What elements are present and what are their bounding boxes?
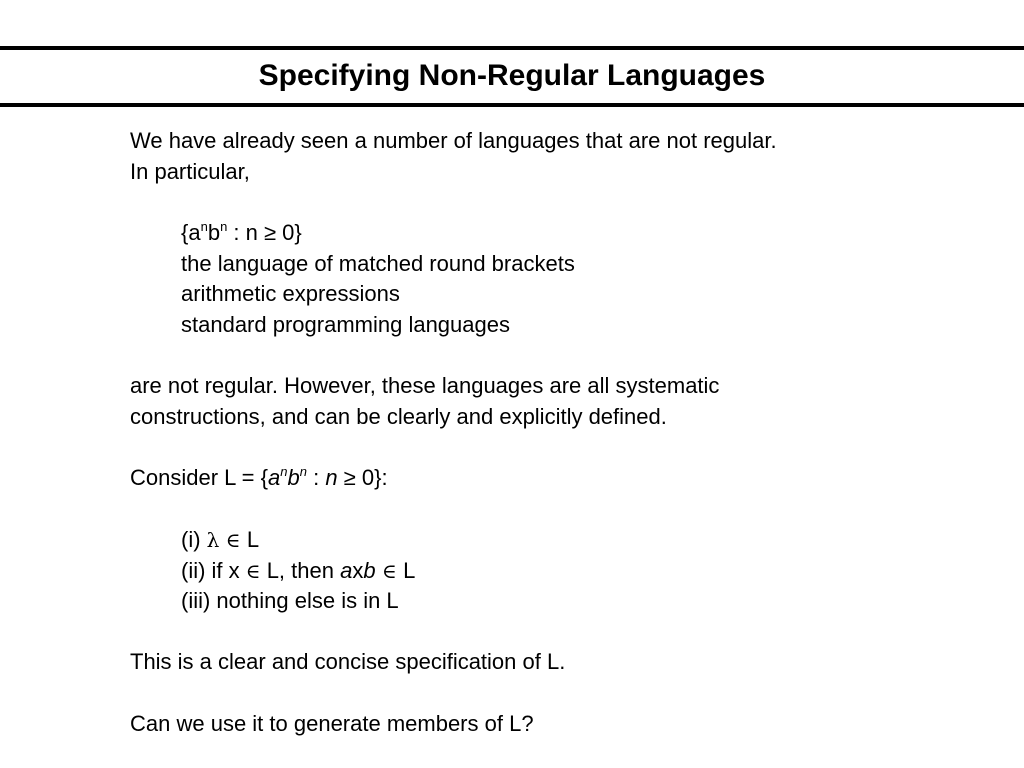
element-of-symbol: ∈: [375, 559, 404, 583]
example-anbn: [181, 219, 302, 247]
example-anbn-exp1: n: [200, 219, 208, 234]
example-anbn-open: {a: [181, 220, 201, 245]
consider-exp2: n: [299, 464, 307, 479]
rule-2-prefix: (ii) if x: [181, 558, 246, 583]
consider-colon: :: [306, 465, 326, 490]
closing-question: Can we use it to generate members of L?: [130, 711, 534, 736]
example-anbn-b: b: [207, 220, 221, 245]
consider-prefix: Consider L = {: [130, 465, 268, 490]
example-arithmetic: arithmetic expressions: [181, 281, 400, 306]
element-of-symbol: ∈: [245, 559, 261, 583]
rule-1-L: L: [246, 527, 260, 552]
para3: This is a clear and concise specification of L.: [130, 649, 566, 674]
lambda-symbol: λ: [206, 528, 220, 552]
rule-3: (iii) nothing else is in L: [181, 588, 399, 613]
element-of-symbol: ∈: [219, 528, 247, 552]
title-rule-top: [0, 46, 1024, 50]
example-anbn-rest: : n ≥ 0}: [227, 220, 302, 245]
rule-2-mid: L, then: [260, 558, 341, 583]
para2-line-2: constructions, and can be clearly and explicitly defined.: [130, 404, 667, 429]
para2-line-1: are not regular. However, these languages are all systematic: [130, 373, 720, 398]
consider-a: a: [268, 465, 281, 490]
rule-1: [181, 526, 259, 554]
consider-line: [130, 464, 388, 492]
rule-2-a: a: [340, 558, 353, 583]
consider-n: n: [325, 465, 338, 490]
example-anbn-exp2: n: [220, 219, 228, 234]
intro-line-1: We have already seen a number of languages that are not regular.: [130, 128, 777, 153]
intro-line-2: In particular,: [130, 159, 250, 184]
consider-exp1: n: [280, 464, 288, 479]
rule-2-L: L: [403, 558, 416, 583]
rule-2-x: x: [352, 558, 364, 583]
rule-2: [181, 557, 415, 585]
rule-1-prefix: (i): [181, 527, 207, 552]
example-programming: standard programming languages: [181, 312, 510, 337]
consider-b: b: [287, 465, 300, 490]
title-rule-bottom: [0, 103, 1024, 107]
consider-rest: ≥ 0}:: [337, 465, 388, 490]
slide-title: Specifying Non-Regular Languages: [258, 59, 766, 92]
example-brackets: the language of matched round brackets: [181, 251, 575, 276]
rule-2-b: b: [363, 558, 376, 583]
